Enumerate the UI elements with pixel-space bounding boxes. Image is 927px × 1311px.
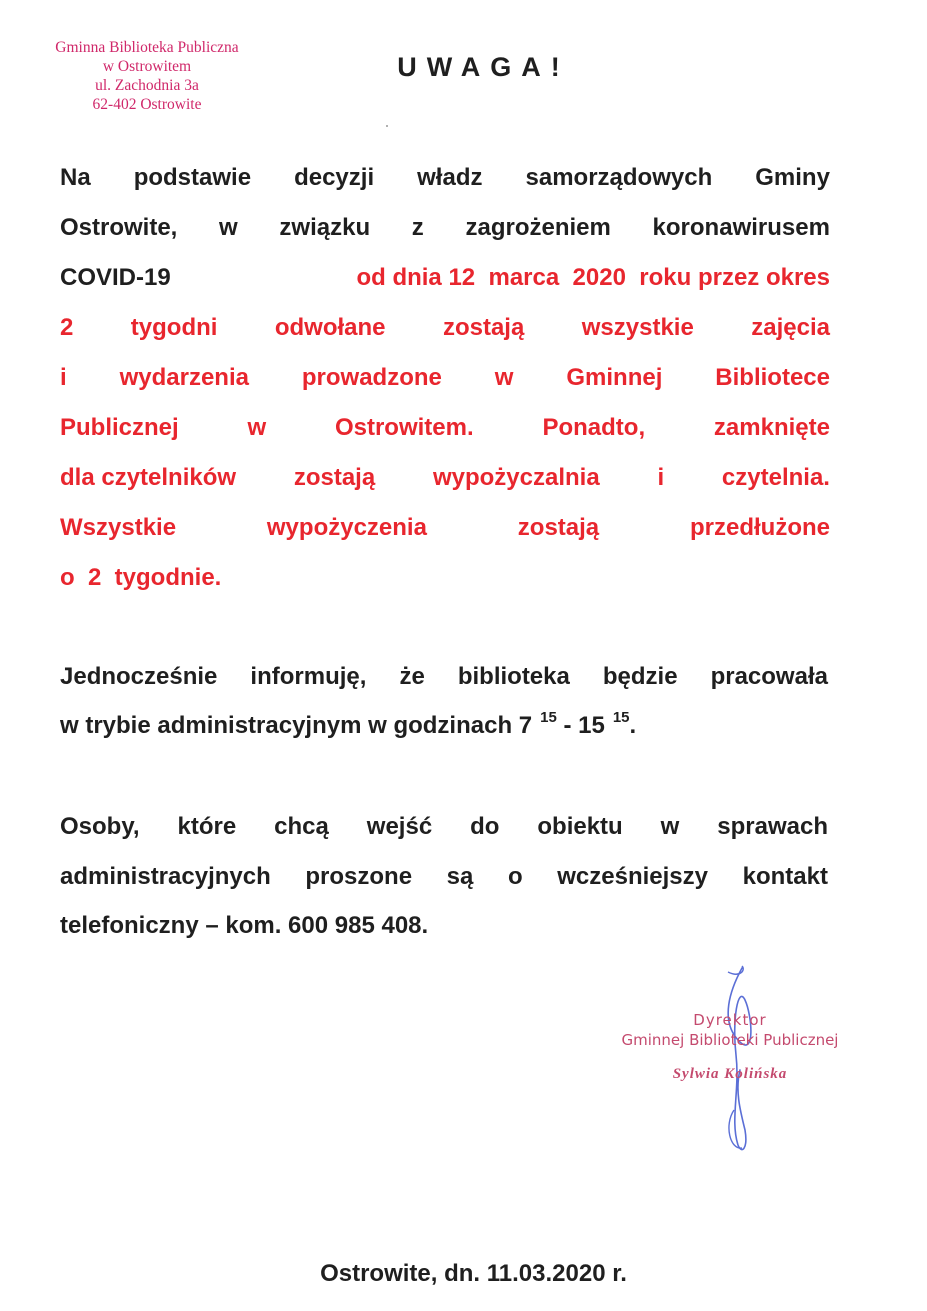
director-name: Sylwia Kolińska [672, 1066, 788, 1082]
p1-line-9: o 2 tygodnie. [60, 564, 222, 591]
p1-line-6: Publicznej w Ostrowitem. Ponadto, zamknięte [60, 414, 830, 441]
p2-line-2: w trybie administracyjnym w godzinach 7 $^{15}$ - 15 $^{15}$. [60, 709, 637, 739]
stamp-line-2: w Ostrowitem [102, 58, 192, 75]
p1-line-3: COVID-19 od dnia 12 marca 2020 roku przez okres [60, 264, 830, 291]
stamp-line-3: ul. Zachodnia 3a [95, 77, 199, 94]
page-title: UWAGA! [397, 52, 570, 82]
place-and-date: Ostrowite, dn. 11.03.2020 r. [320, 1260, 627, 1287]
p1-line-1: Na podstawie decyzji władz samorządowych Gminy [60, 164, 830, 191]
p1-line-5: i wydarzenia prowadzone w Gminnej Bibliotece [60, 364, 830, 391]
stamp-line-4: 62-402 Ostrowite [92, 96, 202, 113]
director-institution: Gminnej Biblioteki Publicznej [621, 1031, 839, 1049]
p3-line-2: administracyjnych proszone są o wcześniejszy kontakt [60, 863, 828, 890]
stamp-line-1: Gminna Biblioteka Publiczna [55, 39, 239, 56]
p3-line-1: Osoby, które chcą wejść do obiektu w sprawach [60, 813, 828, 840]
p1-line-2: Ostrowite, w związku z zagrożeniem koronawirusem [60, 214, 830, 241]
p3-line-3: telefoniczny – kom. 600 985 408. [60, 912, 429, 939]
p1-line-8: Wszystkie wypożyczenia zostają przedłużone [60, 514, 830, 541]
director-title: Dyrektor [693, 1011, 767, 1029]
scan-speck [386, 125, 388, 127]
p2-line-1: Jednocześnie informuję, że biblioteka będzie pracowała [60, 663, 828, 690]
p1-line-4: 2 tygodni odwołane zostają wszystkie zajęcia [60, 314, 830, 341]
director-stamp [590, 1010, 870, 1088]
p1-line-7: dla czytelników zostają wypożyczalnia i czytelnia. [60, 464, 830, 491]
